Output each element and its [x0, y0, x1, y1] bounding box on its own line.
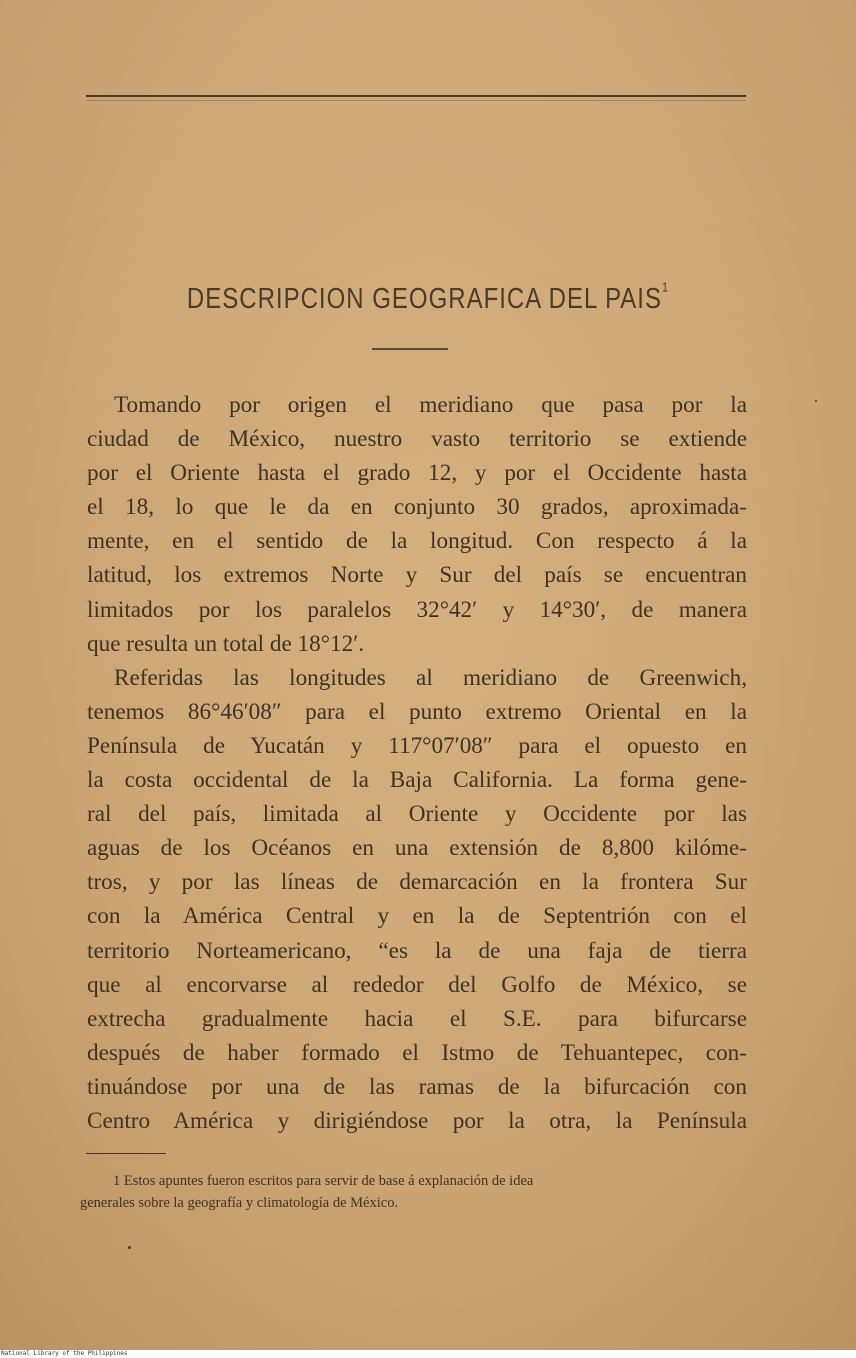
text-line: tinuándose por una de las ramas de la bifurcación con — [87, 1073, 747, 1100]
text-line: ral del país, limitada al Oriente y Occidente por las — [87, 801, 747, 828]
paragraph-1 — [87, 388, 747, 661]
text-line: ciudad de México, nuestro vasto territorio se extiende — [87, 426, 747, 453]
footnote-line: 1 Estos apuntes fueron escritos para servir de base á explanación de idea — [113, 1173, 534, 1189]
text-line: Tomando por origen el meridiano que pasa por la — [114, 392, 747, 418]
text-line: tenemos 86°46′08″ para el punto extremo Oriental en la — [87, 698, 747, 725]
paper-speck — [128, 1246, 131, 1249]
text-line: que al encorvarse al rededor del Golfo de México, se — [87, 971, 747, 998]
text-line: Referidas las longitudes al meridiano de Greenwich, — [114, 664, 747, 691]
text-line: después de haber formado el Istmo de Tehuantepec, con- — [87, 1039, 747, 1066]
text-line: tros, y por las líneas de demarcación en la frontera Sur — [87, 869, 747, 896]
text-line: Centro América y dirigiéndose por la otra, la Península — [87, 1107, 747, 1134]
text-line: la costa occidental de la Baja California. La forma gene- — [87, 767, 747, 794]
page-title — [0, 280, 856, 316]
footnote — [80, 1170, 760, 1214]
text-line: con la América Central y en la de Septentrión con el — [87, 903, 747, 930]
footnote-rule — [86, 1153, 166, 1154]
text-line: limitados por los paralelos 32°42′ y 14°30′, de manera — [87, 596, 747, 623]
footnote-line: generales sobre la geografía y climatología de México. — [80, 1195, 399, 1211]
title-text: DESCRIPCION GEOGRAFICA DEL PAIS — [186, 283, 662, 315]
text-line: por el Oriente hasta el grado 12, y por el Occidente hasta — [87, 460, 747, 487]
paper-speck — [815, 400, 817, 402]
text-line: el 18, lo que le da en conjunto 30 grados, aproximada- — [87, 494, 747, 521]
text-line: territorio Norteamericano, “es la de una faja de tierra — [87, 937, 747, 964]
title-footnote-mark: 1 — [661, 280, 670, 295]
paragraph-2 — [87, 661, 747, 1138]
text-line: que resulta un total de 18°12′. — [87, 630, 365, 657]
text-line: mente, en el sentido de la longitud. Con respecto á la — [87, 528, 747, 555]
text-line: Península de Yucatán y 117°07′08″ para el opuesto en — [87, 732, 747, 759]
body-text — [87, 388, 747, 1138]
text-line: latitud, los extremos Norte y Sur del país se encuentran — [87, 562, 747, 589]
text-line: extrecha gradualmente hacia el S.E. para bifurcarse — [87, 1005, 747, 1032]
text-line: aguas de los Océanos en una extensión de 8,800 kilóme- — [87, 835, 747, 862]
title-rule — [372, 348, 448, 350]
header-rule-shadow — [86, 100, 746, 101]
scan-credit: National Library of the Philippines — [0, 1350, 856, 1358]
header-rule — [86, 95, 746, 97]
